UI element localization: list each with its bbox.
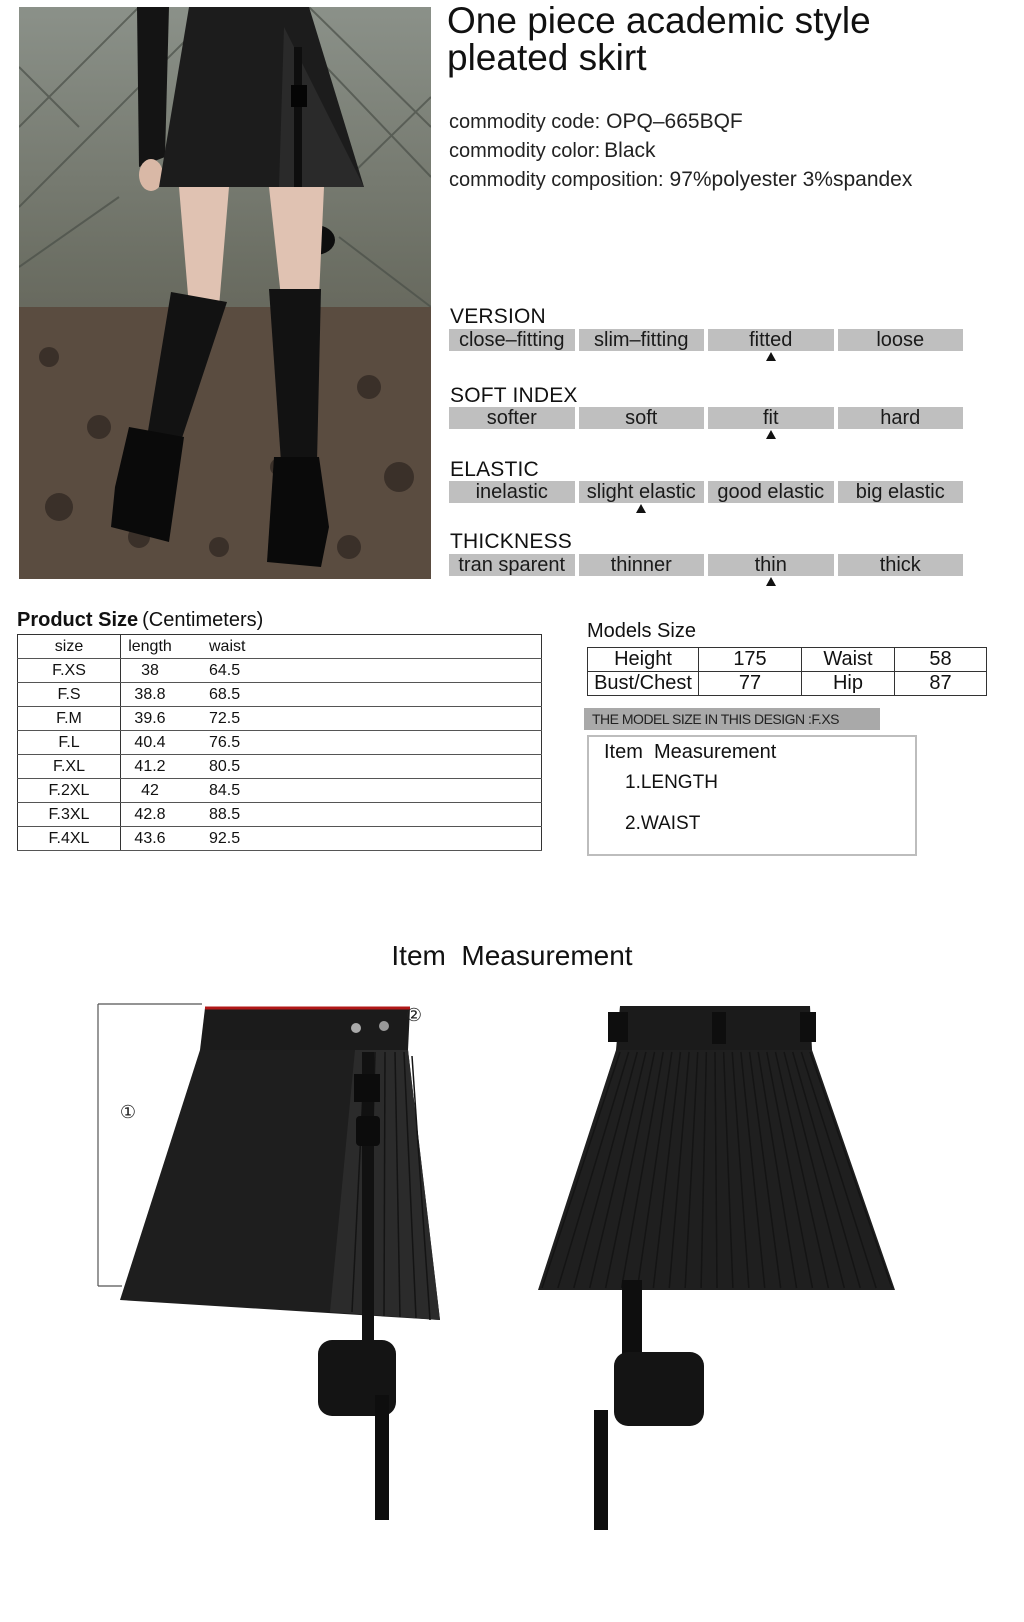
empty-column-header (289, 635, 542, 659)
length-cell: 41.2 (121, 755, 180, 779)
skirt-front-image (98, 1004, 440, 1520)
waist-cell: 68.5 (179, 683, 289, 707)
rating-option: thick (838, 554, 964, 576)
rating-heading: VERSION (450, 305, 546, 328)
size-cell: F.M (18, 707, 121, 731)
models-bust-value: 77 (699, 672, 802, 696)
size-cell: F.4XL (18, 827, 121, 851)
table-row (18, 707, 542, 731)
table-row (18, 683, 542, 707)
table-row (18, 803, 542, 827)
size-table-body (18, 659, 542, 851)
commodity-code-value: OPQ–665BQF (606, 110, 743, 133)
rating-bar (449, 554, 963, 576)
empty-cell (289, 683, 542, 707)
length-cell: 42.8 (121, 803, 180, 827)
table-row (18, 827, 542, 851)
models-waist-value: 58 (895, 648, 987, 672)
length-cell: 43.6 (121, 827, 180, 851)
waist-cell: 76.5 (179, 731, 289, 755)
rating-option: fit (708, 407, 834, 429)
rating-option: close–fitting (449, 329, 575, 351)
models-row-2 (588, 672, 987, 696)
commodity-color-label: commodity color: (449, 140, 601, 162)
size-cell: F.L (18, 731, 121, 755)
models-size-table (587, 647, 987, 696)
waist-column-header: waist (179, 635, 289, 659)
table-row (18, 779, 542, 803)
measurement-illustration (0, 990, 1024, 1550)
waist-cell: 64.5 (179, 659, 289, 683)
item-measurement-section-title: Item Measurement (391, 940, 633, 971)
models-hip-value: 87 (895, 672, 987, 696)
models-row-1 (588, 648, 987, 672)
length-cell: 39.6 (121, 707, 180, 731)
commodity-composition-value: 97%polyester 3%spandex (669, 168, 913, 191)
empty-cell (289, 731, 542, 755)
rating-option: fitted (708, 329, 834, 351)
product-title (447, 2, 1007, 76)
waist-cell: 88.5 (179, 803, 289, 827)
rating-option: loose (838, 329, 964, 351)
rating-option: big elastic (838, 481, 964, 503)
models-hip-label: Hip (802, 672, 895, 696)
models-bust-label: Bust/Chest (588, 672, 699, 696)
item-measurement-length: 1.LENGTH (625, 772, 718, 793)
length-cell: 38 (121, 659, 180, 683)
marker-1-icon: ① (119, 1102, 137, 1123)
length-cell: 42 (121, 779, 180, 803)
table-row (18, 659, 542, 683)
selected-marker-icon (766, 430, 776, 439)
commodity-color-row (449, 139, 656, 163)
commodity-composition-label: commodity composition: (449, 169, 664, 191)
empty-cell (289, 659, 542, 683)
models-height-value: 175 (699, 648, 802, 672)
models-waist-label: Waist (802, 648, 895, 672)
rating-option: slight elastic (579, 481, 705, 503)
item-measurement-heading: Item Measurement (604, 741, 777, 763)
rating-option: tran sparent (449, 554, 575, 576)
rating-heading: SOFT INDEX (450, 384, 578, 407)
rating-option: thin (708, 554, 834, 576)
models-size-title: Models Size (587, 620, 696, 642)
empty-cell (289, 779, 542, 803)
waist-cell: 72.5 (179, 707, 289, 731)
size-column-header: size (18, 635, 121, 659)
empty-cell (289, 707, 542, 731)
rating-option: inelastic (449, 481, 575, 503)
model-size-note: THE MODEL SIZE IN THIS DESIGN :F.XS (584, 708, 880, 730)
rating-option: slim–fitting (579, 329, 705, 351)
empty-cell (289, 803, 542, 827)
size-cell: F.3XL (18, 803, 121, 827)
size-cell: F.XL (18, 755, 121, 779)
product-photo (19, 7, 431, 579)
size-cell: F.S (18, 683, 121, 707)
empty-cell (289, 755, 542, 779)
product-title-line-1: One piece academic style (447, 0, 871, 41)
commodity-color-value: Black (604, 139, 656, 162)
rating-option: soft (579, 407, 705, 429)
commodity-code-row (449, 110, 743, 134)
waist-cell: 92.5 (179, 827, 289, 851)
rating-option: softer (449, 407, 575, 429)
selected-marker-icon (766, 352, 776, 361)
table-header-row (18, 635, 542, 659)
table-row (18, 755, 542, 779)
waist-cell: 84.5 (179, 779, 289, 803)
product-size-table (17, 634, 542, 851)
models-height-label: Height (588, 648, 699, 672)
product-size-heading: Product Size (17, 609, 139, 631)
length-cell: 40.4 (121, 731, 180, 755)
rating-option: hard (838, 407, 964, 429)
table-row (18, 731, 542, 755)
waist-cell: 80.5 (179, 755, 289, 779)
size-cell: F.2XL (18, 779, 121, 803)
skirt-diagrams (0, 990, 1024, 1550)
rating-bar (449, 329, 963, 351)
product-size-unit: (Centimeters) (142, 609, 264, 631)
item-measurement-box (587, 735, 917, 856)
product-title-line-2: pleated skirt (447, 37, 647, 78)
marker-2-icon: ② (405, 1005, 423, 1026)
selected-marker-icon (636, 504, 646, 513)
item-measurement-waist: 2.WAIST (625, 813, 701, 834)
empty-cell (289, 827, 542, 851)
rating-option: thinner (579, 554, 705, 576)
size-cell: F.XS (18, 659, 121, 683)
length-cell: 38.8 (121, 683, 180, 707)
product-size-title (17, 609, 263, 632)
rating-option: good elastic (708, 481, 834, 503)
model-photo-illustration (19, 7, 431, 579)
skirt-back-image (538, 1006, 895, 1530)
selected-marker-icon (766, 577, 776, 586)
length-column-header: length (121, 635, 180, 659)
rating-heading: THICKNESS (450, 530, 572, 553)
rating-bar (449, 407, 963, 429)
commodity-code-label: commodity code: (449, 111, 601, 133)
rating-heading: ELASTIC (450, 458, 539, 481)
rating-bar (449, 481, 963, 503)
commodity-composition-row (449, 168, 912, 192)
